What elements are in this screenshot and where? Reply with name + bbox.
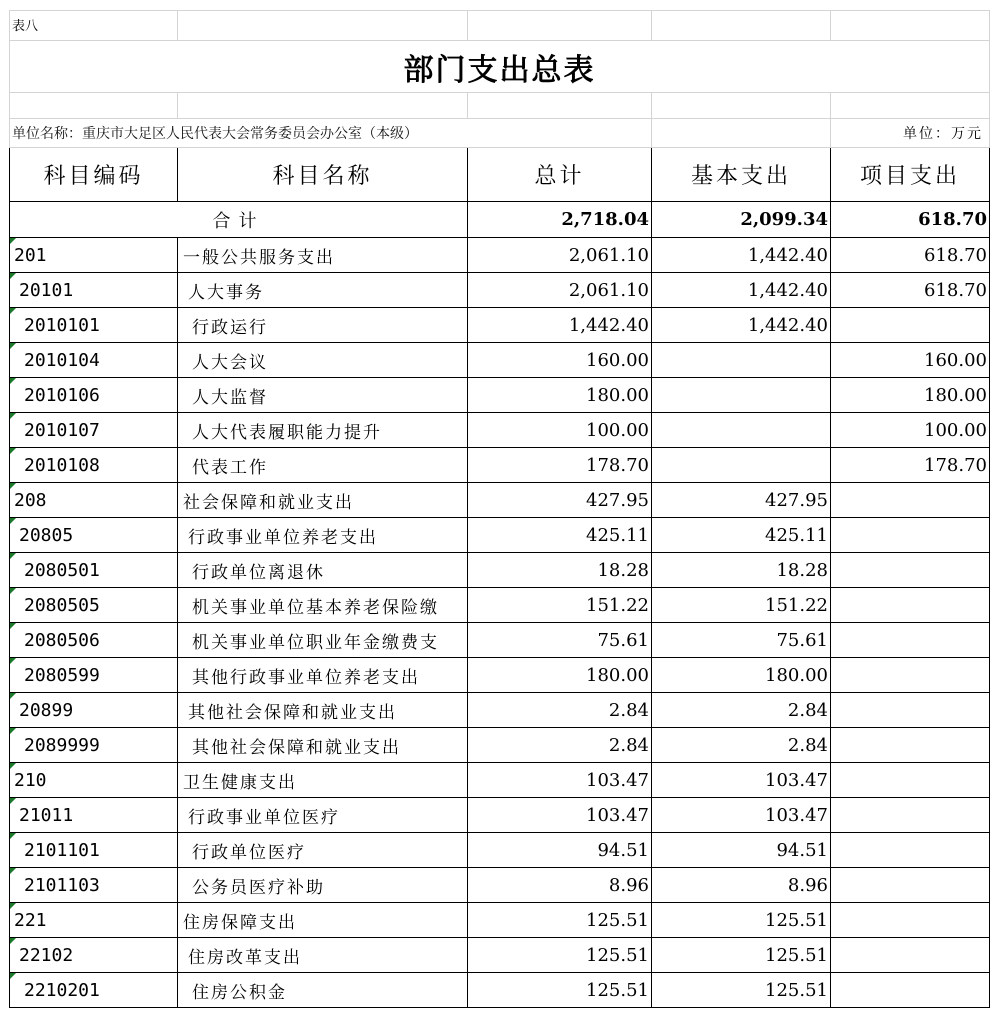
row-basic-cell[interactable]: 8.96 xyxy=(652,868,831,903)
header-name: 科目名称 xyxy=(178,148,468,202)
row-total-cell[interactable]: 103.47 xyxy=(468,798,652,833)
row-total-cell[interactable]: 2,061.10 xyxy=(468,273,652,308)
row-total-cell[interactable]: 425.11 xyxy=(468,518,652,553)
row-basic-cell[interactable]: 125.51 xyxy=(652,903,831,938)
row-basic-cell[interactable]: 125.51 xyxy=(652,938,831,973)
table-row xyxy=(10,483,990,518)
row-code-cell[interactable]: 2080506 xyxy=(10,623,178,658)
row-total-cell[interactable]: 125.51 xyxy=(468,973,652,1008)
row-code-cell[interactable]: 210 xyxy=(10,763,178,798)
table-row xyxy=(10,728,990,763)
row-code-cell[interactable]: 20899 xyxy=(10,693,178,728)
table-row xyxy=(10,273,990,308)
table-row xyxy=(10,763,990,798)
currency-unit-label: 单位：万元 xyxy=(831,119,990,148)
row-total-cell[interactable]: 8.96 xyxy=(468,868,652,903)
row-project-cell[interactable] xyxy=(831,308,990,343)
row-project-cell[interactable] xyxy=(831,798,990,833)
table-row xyxy=(10,413,990,448)
row-project-cell[interactable] xyxy=(831,658,990,693)
row-name-cell[interactable]: 行政单位离退休 xyxy=(178,553,468,588)
row-code-cell[interactable]: 2010107 xyxy=(10,413,178,448)
table-number-label: 表八 xyxy=(10,11,178,41)
row-code-cell[interactable]: 2080599 xyxy=(10,658,178,693)
row-basic-cell[interactable]: 1,442.40 xyxy=(652,273,831,308)
row-code-cell[interactable]: 2010101 xyxy=(10,308,178,343)
row-name-cell[interactable]: 行政单位医疗 xyxy=(178,833,468,868)
row-project-cell[interactable]: 100.00 xyxy=(831,413,990,448)
row-total-cell[interactable]: 178.70 xyxy=(468,448,652,483)
row-name-cell[interactable]: 社会保障和就业支出 xyxy=(178,483,468,518)
row-total-cell[interactable]: 180.00 xyxy=(468,378,652,413)
total-row xyxy=(10,202,990,238)
row-code-cell[interactable]: 2101101 xyxy=(10,833,178,868)
row-project-cell[interactable] xyxy=(831,588,990,623)
row-total-cell[interactable]: 125.51 xyxy=(468,938,652,973)
row-basic-cell[interactable]: 425.11 xyxy=(652,518,831,553)
table-row xyxy=(10,658,990,693)
row-name-cell[interactable]: 人大代表履职能力提升 xyxy=(178,413,468,448)
row-name-cell[interactable]: 人大监督 xyxy=(178,378,468,413)
row-project-cell[interactable] xyxy=(831,973,990,1008)
row-code-cell[interactable]: 2089999 xyxy=(10,728,178,763)
row-total-cell[interactable]: 151.22 xyxy=(468,588,652,623)
row-basic-cell[interactable]: 75.61 xyxy=(652,623,831,658)
row-basic-cell[interactable]: 2.84 xyxy=(652,693,831,728)
table-row xyxy=(10,798,990,833)
row-basic-cell[interactable] xyxy=(652,413,831,448)
row-name-cell[interactable]: 人大会议 xyxy=(178,343,468,378)
row-name-cell[interactable]: 一般公共服务支出 xyxy=(178,238,468,273)
table-row xyxy=(10,693,990,728)
row-code-cell[interactable]: 22102 xyxy=(10,938,178,973)
row-basic-cell[interactable]: 18.28 xyxy=(652,553,831,588)
row-project-cell[interactable] xyxy=(831,483,990,518)
table-row xyxy=(10,238,990,273)
row-total-cell[interactable]: 125.51 xyxy=(468,903,652,938)
table-row xyxy=(10,973,990,1008)
row-code-cell[interactable]: 21011 xyxy=(10,798,178,833)
row-total-cell[interactable]: 1,442.40 xyxy=(468,308,652,343)
row-name-cell[interactable]: 机关事业单位基本养老保险缴 xyxy=(178,588,468,623)
row-basic-cell[interactable]: 2.84 xyxy=(652,728,831,763)
row-total-cell[interactable]: 2.84 xyxy=(468,728,652,763)
row-project-cell[interactable] xyxy=(831,763,990,798)
row-total-cell[interactable]: 100.00 xyxy=(468,413,652,448)
table-row xyxy=(10,518,990,553)
row-basic-cell[interactable]: 94.51 xyxy=(652,833,831,868)
row-total-cell[interactable]: 18.28 xyxy=(468,553,652,588)
table-row xyxy=(10,448,990,483)
row-total-cell[interactable]: 180.00 xyxy=(468,658,652,693)
row-total-cell[interactable]: 103.47 xyxy=(468,763,652,798)
row-code-cell[interactable]: 208 xyxy=(10,483,178,518)
table-row xyxy=(10,833,990,868)
row-project-cell[interactable] xyxy=(831,833,990,868)
table-row xyxy=(10,343,990,378)
row-total-cell[interactable]: 160.00 xyxy=(468,343,652,378)
row-basic-cell[interactable]: 1,442.40 xyxy=(652,238,831,273)
row-basic-cell[interactable]: 125.51 xyxy=(652,973,831,1008)
row-code-cell[interactable]: 2210201 xyxy=(10,973,178,1008)
row-total-cell[interactable]: 2.84 xyxy=(468,693,652,728)
row-name-cell[interactable]: 住房保障支出 xyxy=(178,903,468,938)
row-project-cell[interactable] xyxy=(831,903,990,938)
row-total-cell[interactable]: 2,061.10 xyxy=(468,238,652,273)
row-project-cell[interactable] xyxy=(831,728,990,763)
row-project-cell[interactable] xyxy=(831,518,990,553)
row-basic-cell[interactable]: 427.95 xyxy=(652,483,831,518)
row-total-cell[interactable]: 94.51 xyxy=(468,833,652,868)
header-project: 项目支出 xyxy=(831,148,990,202)
total-project: 618.70 xyxy=(831,202,990,238)
row-project-cell[interactable] xyxy=(831,938,990,973)
table-row xyxy=(10,623,990,658)
table-row xyxy=(10,868,990,903)
page-title: 部门支出总表 xyxy=(10,41,990,93)
row-project-cell[interactable] xyxy=(831,553,990,588)
table-row xyxy=(10,308,990,343)
row-project-cell[interactable]: 180.00 xyxy=(831,378,990,413)
row-name-cell[interactable]: 其他社会保障和就业支出 xyxy=(178,693,468,728)
header-basic: 基本支出 xyxy=(652,148,831,202)
total-label: 合计 xyxy=(10,202,468,238)
header-row xyxy=(10,148,990,202)
table-row xyxy=(10,588,990,623)
row-name-cell[interactable]: 代表工作 xyxy=(178,448,468,483)
total-basic: 2,099.34 xyxy=(652,202,831,238)
row-project-cell[interactable] xyxy=(831,623,990,658)
row-basic-cell[interactable] xyxy=(652,378,831,413)
row-name-cell[interactable]: 机关事业单位职业年金缴费支 xyxy=(178,623,468,658)
row-code-cell[interactable]: 201 xyxy=(10,238,178,273)
table-row xyxy=(10,378,990,413)
row-project-cell[interactable]: 160.00 xyxy=(831,343,990,378)
row-total-cell[interactable]: 75.61 xyxy=(468,623,652,658)
row-code-cell[interactable]: 2080501 xyxy=(10,553,178,588)
row-name-cell[interactable]: 人大事务 xyxy=(178,273,468,308)
row-code-cell[interactable]: 2101103 xyxy=(10,868,178,903)
expenditure-sheet xyxy=(9,10,990,1008)
row-code-cell[interactable]: 2080505 xyxy=(10,588,178,623)
row-total-cell[interactable]: 427.95 xyxy=(468,483,652,518)
row-project-cell[interactable] xyxy=(831,693,990,728)
row-code-cell[interactable]: 2010108 xyxy=(10,448,178,483)
row-project-cell[interactable]: 178.70 xyxy=(831,448,990,483)
row-name-cell[interactable]: 卫生健康支出 xyxy=(178,763,468,798)
row-name-cell[interactable]: 行政运行 xyxy=(178,308,468,343)
row-name-cell[interactable]: 公务员医疗补助 xyxy=(178,868,468,903)
row-basic-cell[interactable]: 103.47 xyxy=(652,763,831,798)
row-name-cell[interactable]: 其他社会保障和就业支出 xyxy=(178,728,468,763)
row-code-cell[interactable]: 2010106 xyxy=(10,378,178,413)
row-name-cell[interactable]: 行政事业单位医疗 xyxy=(178,798,468,833)
unit-name-label: 单位名称：重庆市大足区人民代表大会常务委员会办公室（本级） xyxy=(10,119,652,148)
row-name-cell[interactable]: 住房改革支出 xyxy=(178,938,468,973)
row-code-cell[interactable]: 2010104 xyxy=(10,343,178,378)
total-sum: 2,718.04 xyxy=(468,202,652,238)
table-row xyxy=(10,903,990,938)
row-basic-cell[interactable]: 1,442.40 xyxy=(652,308,831,343)
row-code-cell[interactable]: 20805 xyxy=(10,518,178,553)
row-code-cell[interactable]: 221 xyxy=(10,903,178,938)
row-basic-cell[interactable]: 180.00 xyxy=(652,658,831,693)
row-name-cell[interactable]: 行政事业单位养老支出 xyxy=(178,518,468,553)
row-name-cell[interactable]: 住房公积金 xyxy=(178,973,468,1008)
row-project-cell[interactable]: 618.70 xyxy=(831,273,990,308)
row-code-cell[interactable]: 20101 xyxy=(10,273,178,308)
row-project-cell[interactable] xyxy=(831,868,990,903)
table-row xyxy=(10,553,990,588)
row-basic-cell[interactable] xyxy=(652,448,831,483)
table-row xyxy=(10,938,990,973)
row-basic-cell[interactable] xyxy=(652,343,831,378)
header-total: 总计 xyxy=(468,148,652,202)
row-name-cell[interactable]: 其他行政事业单位养老支出 xyxy=(178,658,468,693)
row-project-cell[interactable]: 618.70 xyxy=(831,238,990,273)
header-code: 科目编码 xyxy=(10,148,178,202)
row-basic-cell[interactable]: 151.22 xyxy=(652,588,831,623)
row-basic-cell[interactable]: 103.47 xyxy=(652,798,831,833)
